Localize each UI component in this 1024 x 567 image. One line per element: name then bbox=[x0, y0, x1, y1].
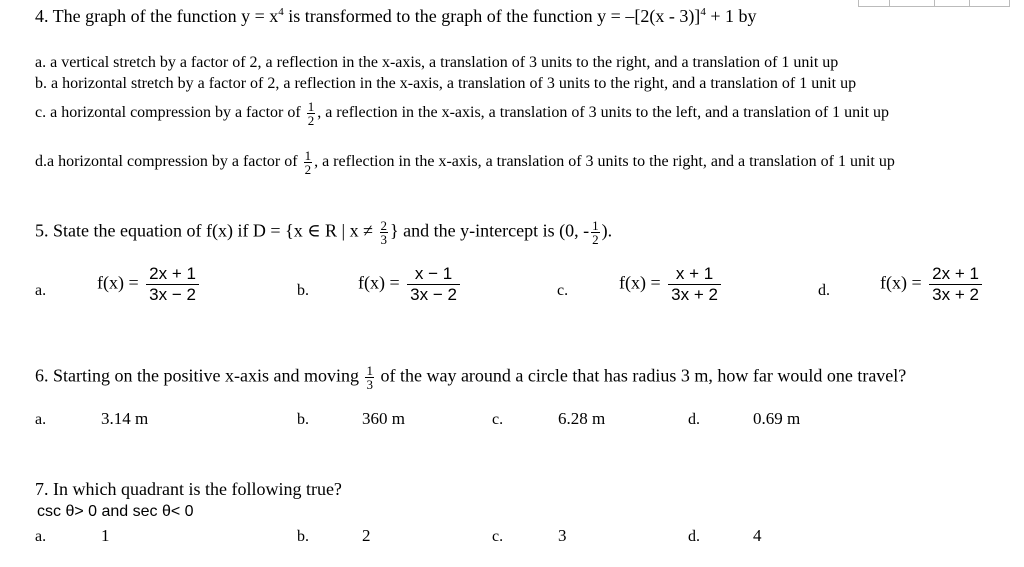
q4-stem-middle: is transformed to the graph of the function y = –[2(x - 3)] bbox=[283, 6, 701, 26]
q5-option-b[interactable] bbox=[358, 265, 463, 304]
q5-option-b-lhs: f(x) = bbox=[358, 272, 400, 293]
q4-option-c-prefix: c. a horizontal compression by a factor of bbox=[35, 104, 301, 122]
fraction-two-thirds: $\frac{2}{3}$ bbox=[380, 218, 388, 247]
q6-stem-suffix: of the way around a circle that has radius 3 m, how far would one travel? bbox=[380, 365, 907, 386]
q7-option-d[interactable]: 4 bbox=[753, 526, 762, 545]
q4-option-d-prefix: d.a horizontal compression by a factor of bbox=[35, 153, 298, 171]
fraction-one-third: $\frac{1}{3}$ bbox=[366, 363, 373, 392]
q4-stem-prefix: 4. The graph of the function y = x bbox=[35, 6, 279, 26]
q5-stem-middle: } and the y-intercept is (0, - bbox=[390, 220, 590, 241]
q6-option-c-letter: c. bbox=[492, 411, 504, 428]
q6-option-b-letter: b. bbox=[297, 411, 309, 428]
q7-option-c-letter: c. bbox=[492, 528, 504, 545]
q7-option-c[interactable]: 3 bbox=[558, 526, 567, 545]
q4-option-b[interactable]: b. a horizontal stretch by a factor of 2, a reflection in the x-axis, a translation of 3 units to the right, and a translation of 1 unit up bbox=[35, 75, 857, 92]
q7-condition: csc θ> 0 and sec θ< 0 bbox=[37, 503, 194, 520]
q5-stem-suffix: ). bbox=[601, 220, 613, 241]
q5-option-d-lhs: f(x) = bbox=[880, 272, 922, 293]
q4-option-d[interactable] bbox=[35, 149, 895, 176]
q4-exp-2: 4 bbox=[700, 6, 706, 18]
q5-option-c-letter: c. bbox=[557, 282, 569, 299]
q5-option-c[interactable] bbox=[619, 265, 724, 304]
q4-option-c-suffix: , a reflection in the x-axis, a translation of 3 units to the left, and a translation of 1 unit up bbox=[317, 104, 890, 122]
q5-option-a[interactable] bbox=[97, 265, 202, 304]
question-6-stem bbox=[35, 364, 906, 391]
question-7-stem: 7. In which quadrant is the following true? bbox=[35, 479, 342, 499]
q5-option-d[interactable] bbox=[880, 265, 985, 304]
q5-option-d-letter: d. bbox=[818, 282, 830, 299]
q4-option-d-suffix: , a reflection in the x-axis, a translation of 3 units to the right, and a translation of 1 unit up bbox=[314, 153, 895, 171]
q4-option-c[interactable] bbox=[35, 100, 889, 127]
fraction-one-half: $\frac{1}{2}$ bbox=[592, 218, 599, 247]
q5-option-b-letter: b. bbox=[297, 282, 309, 299]
q7-option-a[interactable]: 1 bbox=[101, 526, 110, 545]
q6-option-b[interactable]: 360 m bbox=[362, 409, 405, 428]
q4-stem-suffix: + 1 by bbox=[705, 6, 757, 26]
q6-option-d-letter: d. bbox=[688, 411, 700, 428]
q5-option-d-fraction: $\frac{2x + 1}{3x + 2}$ bbox=[929, 265, 982, 304]
q7-option-d-letter: d. bbox=[688, 528, 700, 545]
q7-option-b-letter: b. bbox=[297, 528, 309, 545]
q6-option-a-letter: a. bbox=[35, 411, 47, 428]
q6-stem-prefix: 6. Starting on the positive x-axis and moving bbox=[35, 365, 359, 386]
q7-option-b[interactable]: 2 bbox=[362, 526, 371, 545]
q5-stem-prefix: 5. State the equation of f(x) if D = {x ∈ R | x ≠ bbox=[35, 220, 374, 241]
q6-option-d[interactable]: 0.69 m bbox=[753, 409, 801, 428]
question-5-stem bbox=[35, 219, 612, 246]
q5-option-b-fraction: $\frac{x - 1}{3x - 2}$ bbox=[407, 265, 460, 304]
page-header-border bbox=[858, 0, 1010, 7]
q6-option-c[interactable]: 6.28 m bbox=[558, 409, 606, 428]
q4-exp-1: 4 bbox=[278, 6, 284, 18]
fraction-one-half: $\frac{1}{2}$ bbox=[304, 148, 312, 177]
q6-option-a[interactable]: 3.14 m bbox=[101, 409, 149, 428]
fraction-one-half: $\frac{1}{2}$ bbox=[307, 99, 315, 128]
q5-option-a-lhs: f(x) = bbox=[97, 272, 139, 293]
q4-option-a[interactable]: a. a vertical stretch by a factor of 2, a reflection in the x-axis, a translation of 3 units to the right, and a translation of 1 unit up bbox=[35, 54, 839, 71]
question-4-stem bbox=[35, 6, 756, 27]
q5-option-a-letter: a. bbox=[35, 282, 47, 299]
q5-option-c-lhs: f(x) = bbox=[619, 272, 661, 293]
q7-option-a-letter: a. bbox=[35, 528, 47, 545]
q5-option-a-fraction: $\frac{2x + 1}{3x - 2}$ bbox=[146, 265, 199, 304]
q5-option-c-fraction: $\frac{x + 1}{3x + 2}$ bbox=[668, 265, 721, 304]
